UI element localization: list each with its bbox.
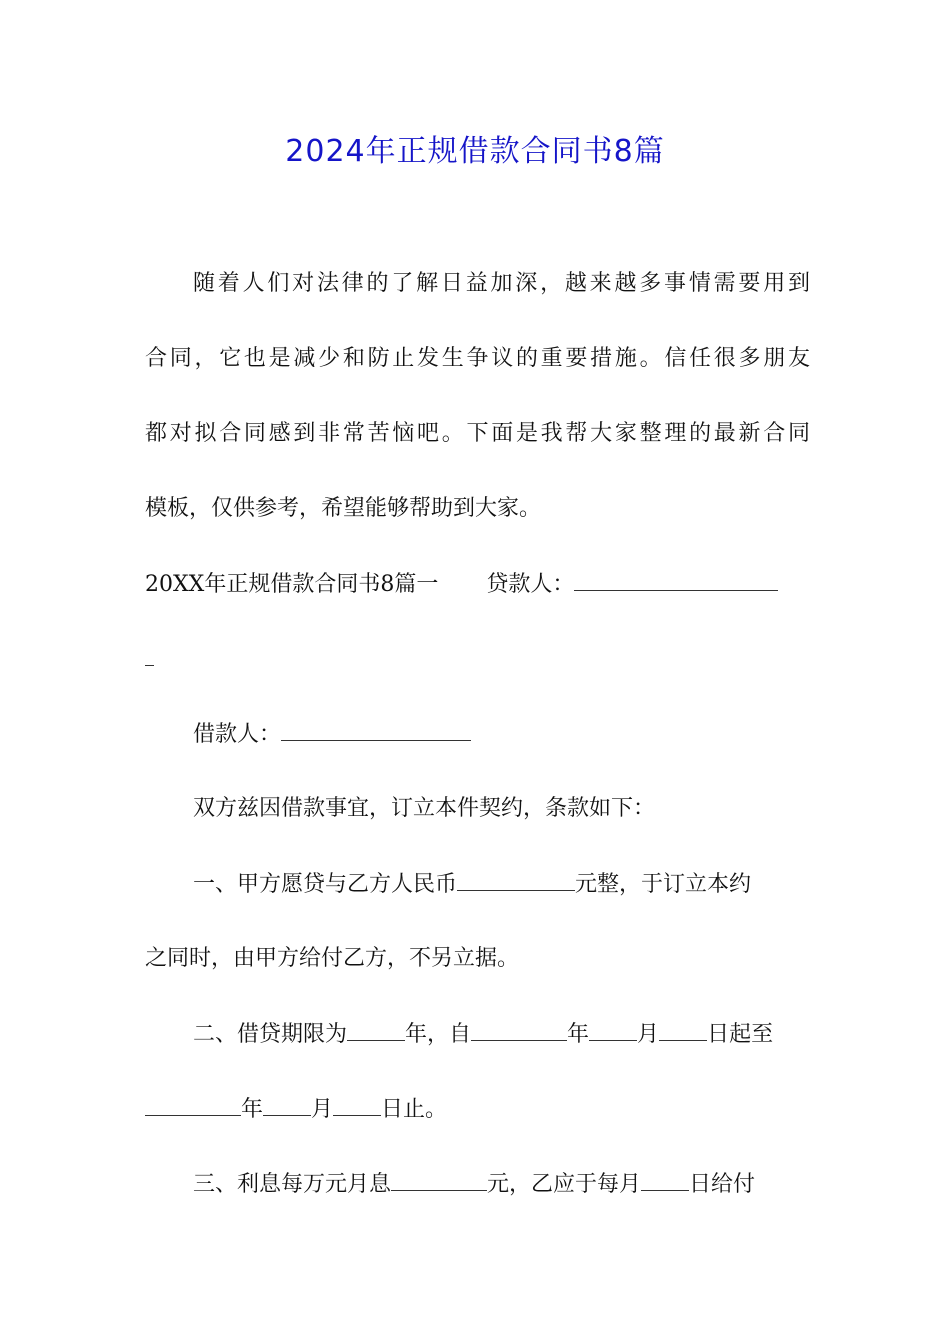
payment-day-blank — [641, 1166, 689, 1191]
clause-3-text-b: 元，乙应于每月 — [487, 1172, 642, 1197]
start-year-blank — [471, 1016, 567, 1041]
start-day-blank — [659, 1016, 707, 1041]
clause-1-text-b: 元整，于订立本约 — [575, 872, 752, 897]
section-heading: 20XX年正规借款合同书8篇一 — [145, 572, 439, 597]
lender-blank — [574, 566, 778, 591]
clause-1-line-2: 之同时，由甲方给付乙方，不另立据。 — [145, 946, 520, 971]
clause-3-text-c: 日给付 — [689, 1172, 756, 1197]
term-years-blank — [347, 1016, 405, 1041]
interest-blank — [391, 1166, 487, 1191]
clause-2-text-g: 月 — [311, 1097, 334, 1122]
intro-line-3: 都对拟合同感到非常苦恼吧。下面是我帮大家整理的最新合同 — [145, 421, 810, 446]
section-heading-row — [145, 566, 810, 603]
borrower-blank — [281, 716, 471, 741]
lender-label: 贷款人： — [486, 572, 575, 597]
clause-2-text-a: 二、借贷期限为 — [193, 1022, 348, 1047]
clause-2-text-h: 日止。 — [381, 1097, 448, 1122]
end-day-blank — [333, 1091, 381, 1116]
document-title: 2024年正规借款合同书8篇 — [285, 134, 665, 169]
lender-blank-wrap — [145, 641, 810, 678]
lender-blank-continued — [145, 641, 154, 666]
clause-2-text-e: 日起至 — [707, 1022, 774, 1047]
clause-3-text-a: 三、利息每万元月息 — [193, 1172, 392, 1197]
intro-line-2: 合同，它也是减少和防止发生争议的重要措施。信任很多朋友 — [145, 346, 810, 371]
start-month-blank — [589, 1016, 637, 1041]
end-year-blank — [145, 1091, 241, 1116]
borrower-row — [193, 716, 810, 753]
borrower-label: 借款人： — [193, 722, 282, 747]
clause-1-line-1 — [193, 866, 810, 903]
clause-2-line-1 — [193, 1016, 810, 1053]
clause-1-text-a: 一、甲方愿贷与乙方人民币 — [193, 872, 458, 897]
clause-3-line-1 — [193, 1166, 810, 1203]
clause-2-text-b: 年，自 — [405, 1022, 472, 1047]
clause-2-text-f: 年 — [241, 1097, 264, 1122]
clause-2-text-c: 年 — [567, 1022, 590, 1047]
intro-line-1: 随着人们对法律的了解日益加深，越来越多事情需要用到 — [193, 271, 810, 296]
preamble: 双方兹因借款事宜，订立本件契约，条款如下： — [193, 796, 656, 821]
clause-2-line-2 — [145, 1091, 810, 1128]
amount-blank — [457, 866, 575, 891]
intro-line-4: 模板，仅供参考，希望能够帮助到大家。 — [145, 496, 542, 521]
clause-2-text-d: 月 — [637, 1022, 660, 1047]
end-month-blank — [263, 1091, 311, 1116]
